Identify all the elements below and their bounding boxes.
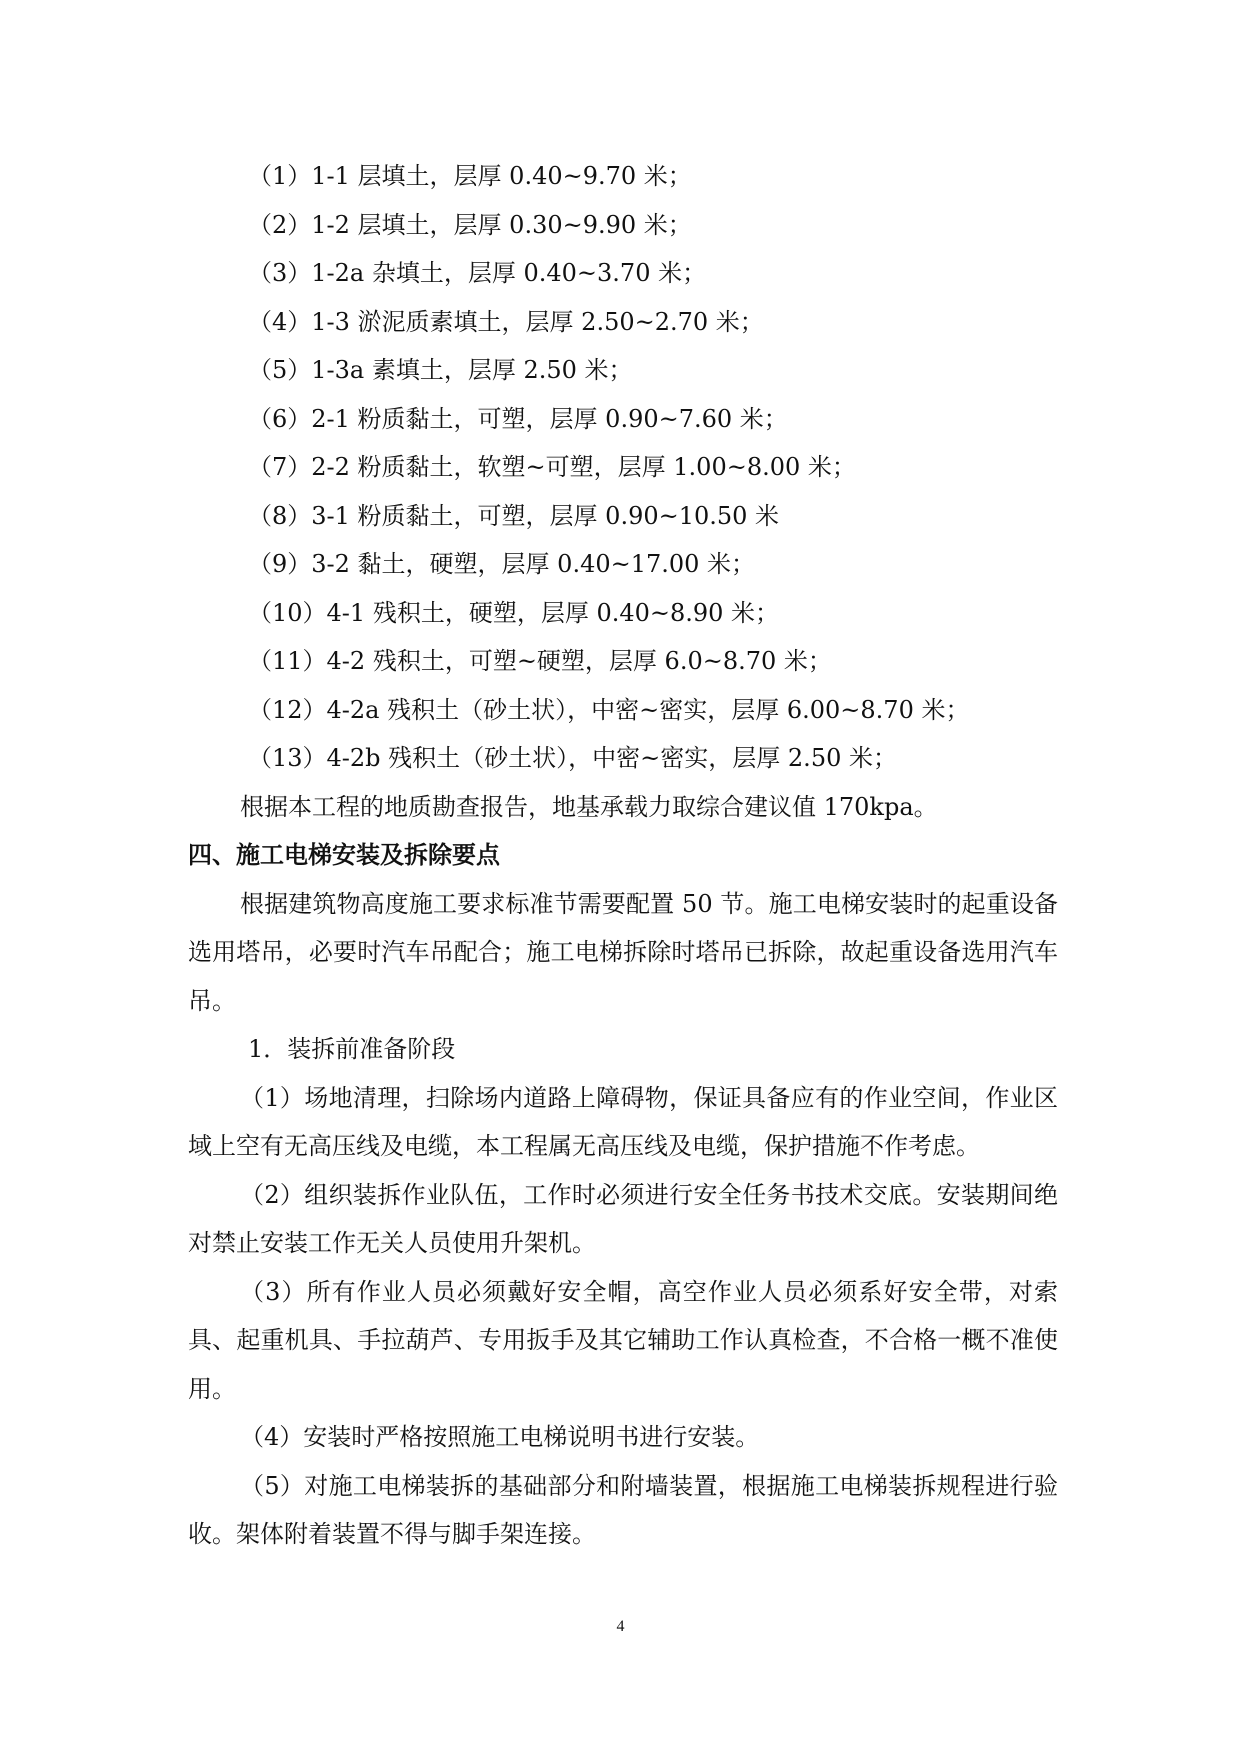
list-item: （8）3-1 粉质黏土，可塑，层厚 0.90~10.50 米 <box>248 501 780 530</box>
list-item: （1）1-1 层填土，层厚 0.40~9.70 米； <box>248 162 692 190</box>
step-paragraph: （3）所有作业人员必须戴好安全帽，高空作业人员必须系好安全带，对索具、起重机具、手拉葫芦、专用扳手及其它辅助工作认真检查，不合格一概不准使用。 <box>188 1277 1058 1403</box>
list-item: （7）2-2 粉质黏土，软塑~可塑，层厚 1.00~8.00 米； <box>248 453 856 481</box>
list-item: （4）1-3 淤泥质素填土，层厚 2.50~2.70 米； <box>248 307 764 336</box>
list-item: （10）4-1 残积土，硬塑，层厚 0.40~8.90 米； <box>248 598 780 627</box>
bearing-capacity-paragraph: 根据本工程的地质勘查报告，地基承载力取综合建议值 170kpa。 <box>240 792 938 821</box>
step-paragraph: （4）安装时严格按照施工电梯说明书进行安装。 <box>240 1423 760 1451</box>
section-heading: 四、施工电梯安装及拆除要点 <box>188 841 500 869</box>
list-item: （6）2-1 粉质黏土，可塑，层厚 0.90~7.60 米； <box>248 404 788 433</box>
list-item: （13）4-2b 残积土（砂土状），中密~密实，层厚 2.50 米； <box>248 744 897 772</box>
step-paragraph: （5）对施工电梯装拆的基础部分和附墙装置，根据施工电梯装拆规程进行验收。架体附着装置不得与脚手架连接。 <box>188 1471 1058 1548</box>
list-item: （3）1-2a 杂填土，层厚 0.40~3.70 米； <box>248 259 707 287</box>
page-content <box>188 152 1058 1559</box>
step-paragraph: （2）组织装拆作业队伍，工作时必须进行安全任务书技术交底。安装期间绝对禁止安装工作无关人员使用升架机。 <box>188 1180 1058 1257</box>
list-item: （11）4-2 残积土，可塑~硬塑，层厚 6.0~8.70 米； <box>248 647 832 675</box>
list-item: （9）3-2 黏土，硬塑，层厚 0.40~17.00 米； <box>248 550 756 578</box>
step-paragraph: （1）场地清理，扫除场内道路上障碍物，保证具备应有的作业空间，作业区域上空有无高压线及电缆，本工程属无高压线及电缆，保护措施不作考虑。 <box>188 1083 1058 1160</box>
list-item: （12）4-2a 残积土（砂土状），中密~密实，层厚 6.00~8.70 米； <box>248 695 970 724</box>
section-intro-paragraph: 根据建筑物高度施工要求标准节需要配置 50 节。施工电梯安装时的起重设备选用塔吊，必要时汽车吊配合；施工电梯拆除时塔吊已拆除，故起重设备选用汽车吊。 <box>188 889 1058 1015</box>
page-number: 4 <box>616 1618 625 1635</box>
subheading: 1．装拆前准备阶段 <box>248 1035 456 1063</box>
soil-layer-list <box>188 152 1058 783</box>
list-item: （5）1-3a 素填土，层厚 2.50 米； <box>248 356 633 384</box>
list-item: （2）1-2 层填土，层厚 0.30~9.90 米； <box>248 210 692 239</box>
